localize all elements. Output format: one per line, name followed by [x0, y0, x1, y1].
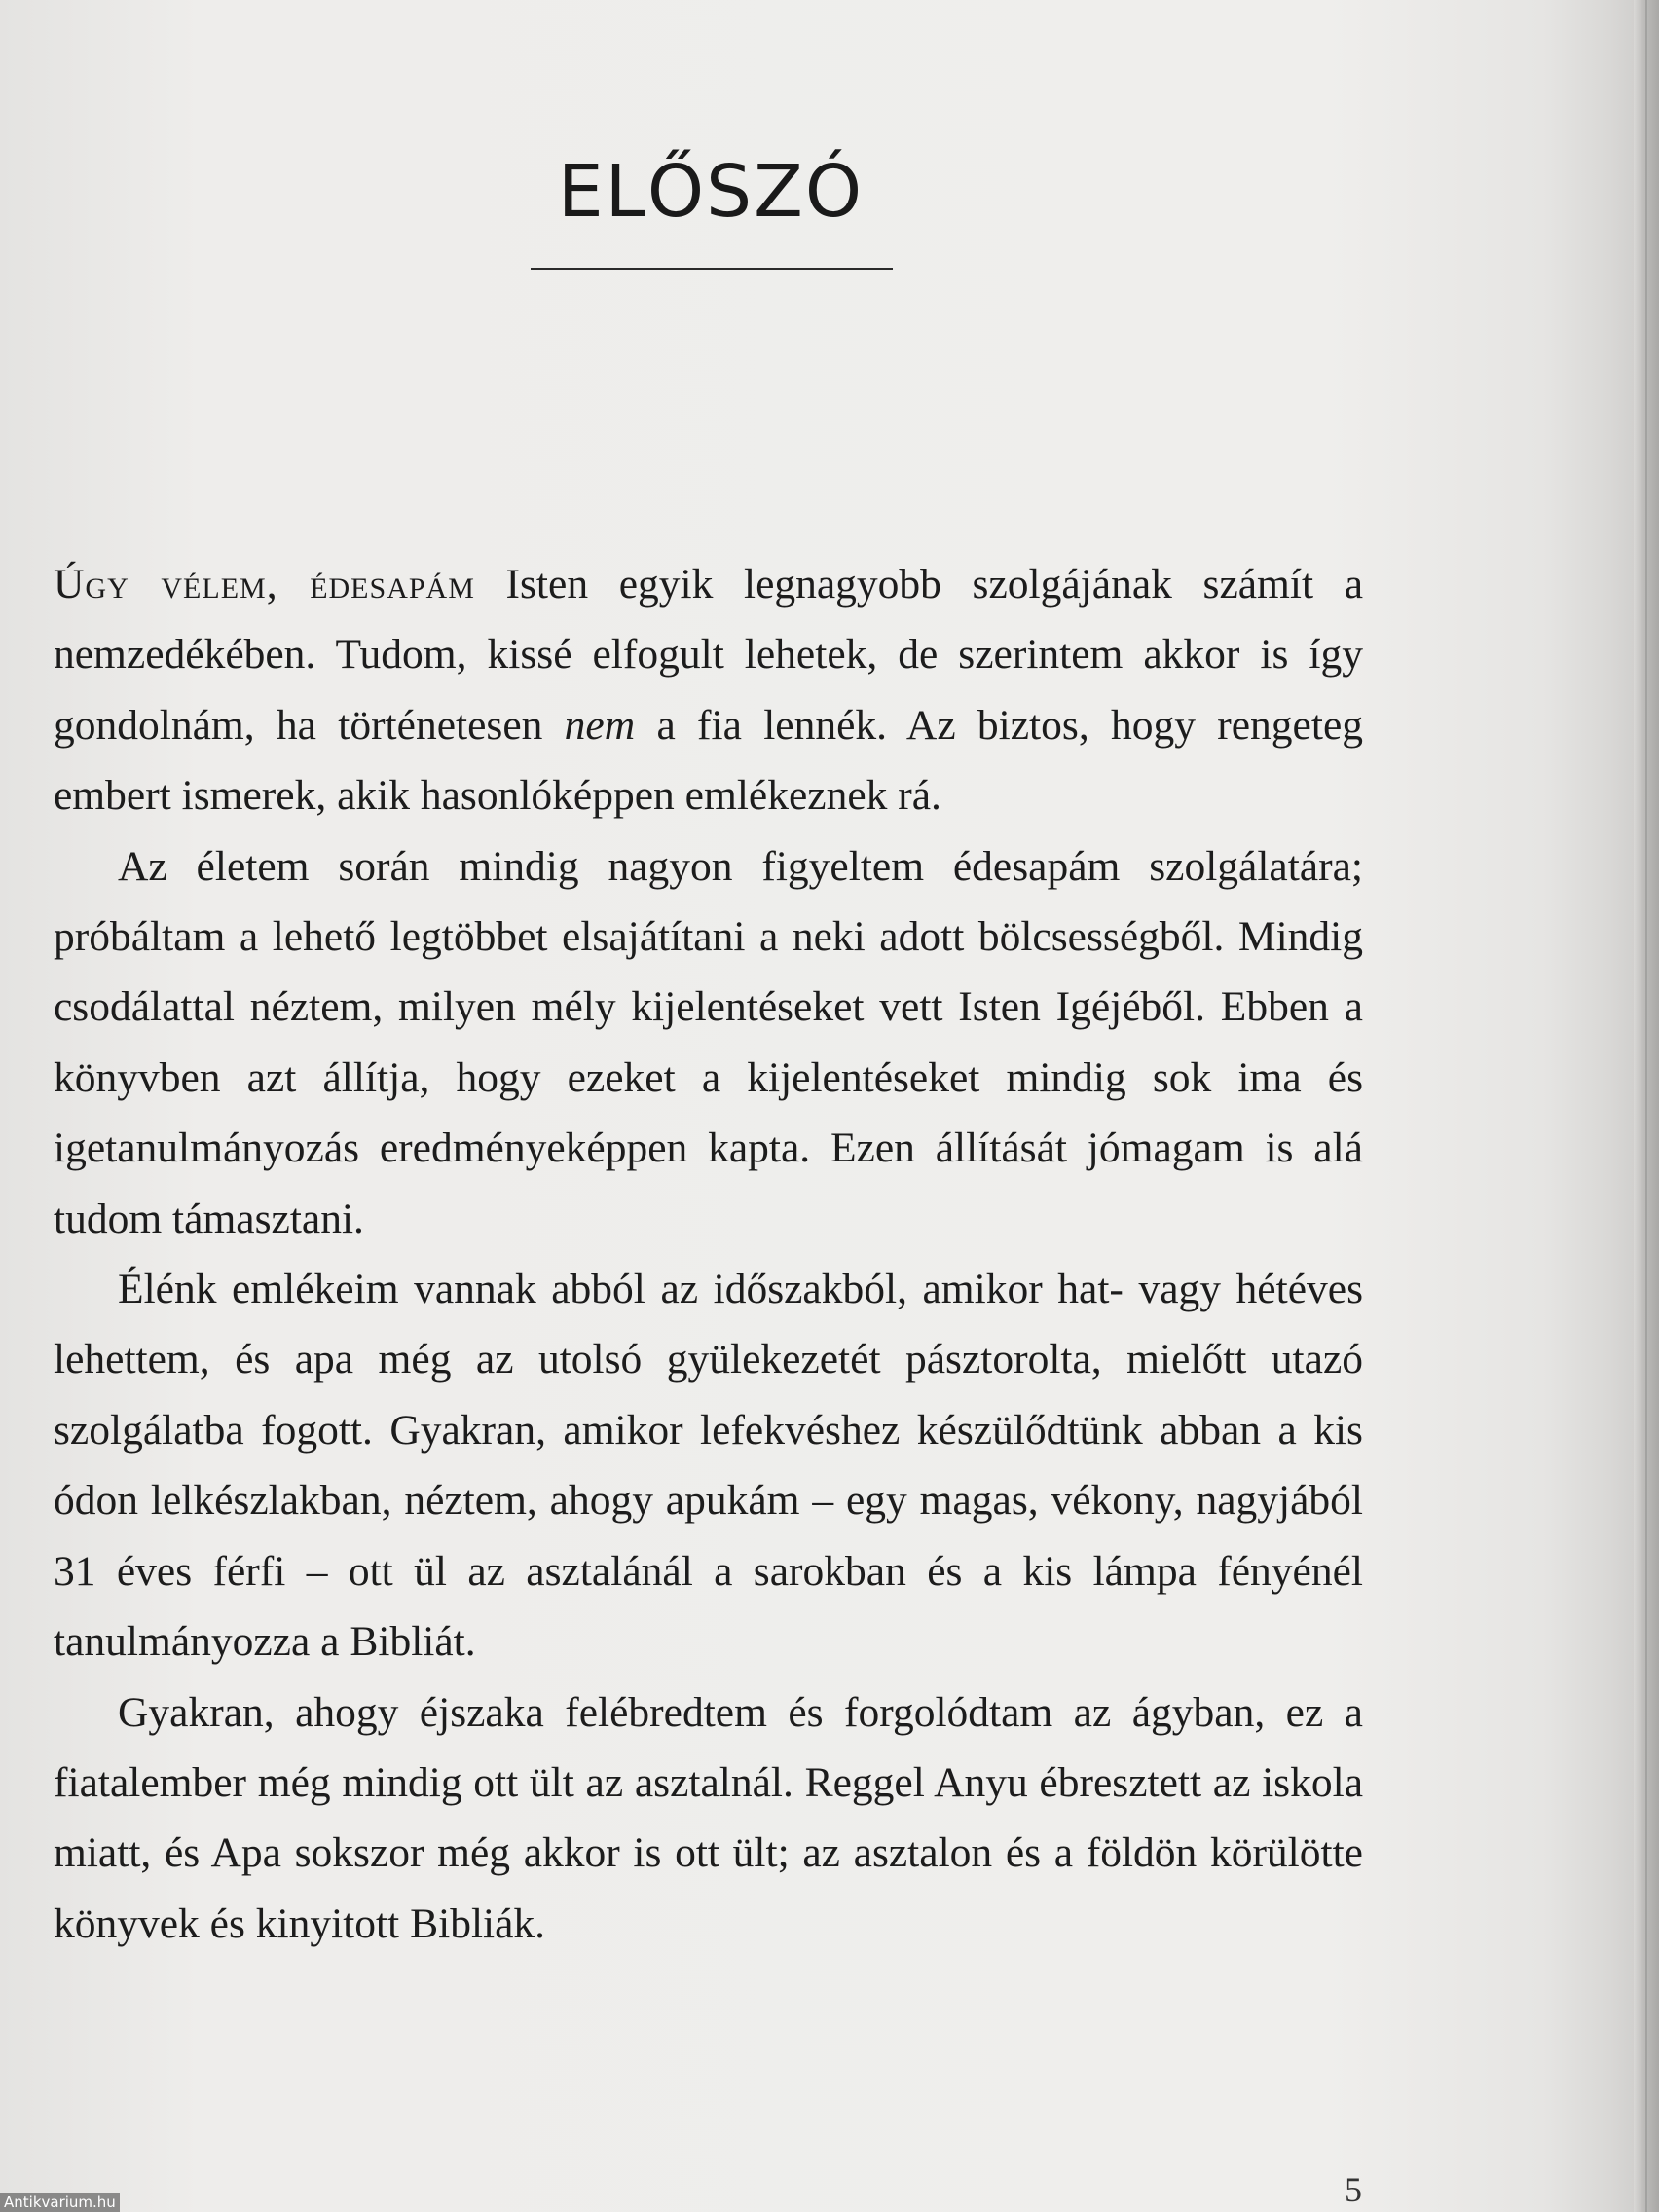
paragraph-text: Isten egyik legnagyobb szolgájának számít a nemzedékében. Tudom, kissé elfogult lehetek, de szerintem akkor is így gondolnám, ha történetesen	[54, 561, 1364, 749]
paragraph-1	[54, 549, 1363, 831]
paragraph-2: Az életem során mindig nagyon figyeltem édesapám szolgálatára; próbáltam a lehető legtöbbet elsajátítani a neki adott bölcsességből. Mindig csodálattal néztem, milyen mély kijelentéseket vett Isten Igéjéből. Ebben a könyvben azt állítja, hogy ezeket a kijelentéseket mindig sok ima és igetanulmányozás eredményeképpen kapta. Ezen állítását jómagam is alá tudom támasztani.	[54, 842, 1363, 1242]
body-text	[54, 549, 1363, 1959]
paragraph-lead: Úgy vélem, édesapám	[54, 561, 475, 608]
paragraph-3: Élénk emlékeim vannak abból az időszakból, amikor hat- vagy hétéves lehettem, és apa még az utolsó gyülekezetét pásztorolta, mielőtt utazó szolgálatba fogott. Gyakran, amikor lefekvéshez készülődtünk abban a kis ódon lelkészlakban, néztem, ahogy apukám – egy magas, vékony, nagyjából 31 éves férfi – ott ül az asztalánál a sarokban és a kis lámpa fényénél tanulmányozza a Bibliát.	[54, 1266, 1363, 1666]
title-underline	[531, 268, 893, 270]
page-edge-line	[1645, 0, 1647, 2212]
watermark: Antikvarium.hu	[0, 2193, 120, 2212]
page-number: 5	[1345, 2170, 1362, 2209]
chapter-title: ELŐSZÓ	[557, 150, 865, 234]
emphasis-text: nem	[564, 701, 636, 749]
paragraph-tail: a fia lennék. Az biztos, hogy rengeteg embert ismerek, akik hasonlóképpen emlékeznek rá.	[54, 701, 1364, 820]
paragraph-4: Gyakran, ahogy éjszaka felébredtem és forgolódtam az ágyban, ez a fiatalember még mindig ott ült az asztalnál. Reggel Anyu ébresztett az iskola miatt, és Apa sokszor még akkor is ott ült; az asztalon és a földön körülötte könyvek és kinyitott Bibliák.	[54, 1688, 1363, 1947]
